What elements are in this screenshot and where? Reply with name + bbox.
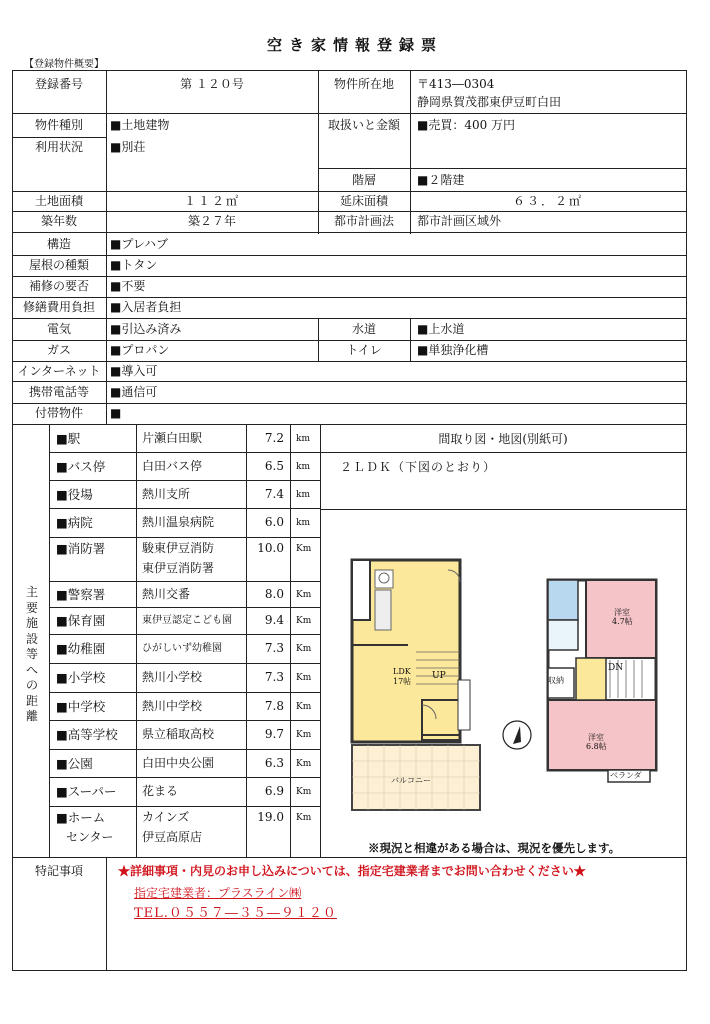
facility-name: 東伊豆認定こども園	[142, 615, 232, 626]
room1-size: 4.7帖	[612, 617, 633, 626]
facility-name: 熱川中学校	[142, 699, 203, 713]
rule	[49, 607, 321, 608]
repair-value: ■不要	[110, 279, 146, 293]
facility-distance: 9.7	[264, 727, 284, 741]
facility-distance: 7.3	[264, 670, 284, 684]
washroom-area	[548, 620, 578, 650]
mobile-label: 携帯電話等	[28, 385, 89, 399]
dn-label: DN	[608, 663, 624, 673]
rule	[246, 424, 247, 857]
facility-unit: Km	[296, 616, 312, 626]
facilities-label: 主要施設等への距離	[25, 585, 38, 723]
facility-distance: 19.0	[257, 810, 284, 824]
rule	[318, 70, 319, 234]
facility-distance: 7.2	[264, 431, 284, 445]
rule	[12, 318, 687, 319]
toilet-icon	[379, 573, 389, 583]
rule	[12, 424, 687, 425]
facility-name-line2: 東伊豆消防署	[142, 561, 215, 575]
landing-area	[576, 658, 606, 700]
location-postal: 〒413―0304	[417, 77, 495, 91]
facility-unit: km	[296, 518, 310, 528]
border-bottom	[12, 970, 687, 971]
facility-name: ひがしいず幼稚園	[142, 643, 222, 654]
facility-distance: 7.3	[264, 641, 284, 655]
reg-value: 第 １２０号	[180, 77, 244, 91]
facility-name: 熱川交番	[142, 587, 191, 601]
stair-area	[352, 560, 370, 620]
floorplan-header: 間取り図・地図(別紙可)	[438, 432, 568, 446]
facility-name: 花まる	[142, 784, 179, 798]
facility-unit: km	[296, 462, 310, 472]
room1-label: 洋室	[614, 608, 630, 617]
rule	[12, 340, 687, 341]
facility-category: ■消防署	[56, 541, 106, 556]
storage-label: 収納	[548, 676, 564, 685]
rule	[290, 424, 291, 857]
facility-distance: 6.5	[264, 459, 284, 473]
rule	[49, 749, 321, 750]
floorplan-note: ※現況と相違がある場合は、現況を優先します。	[368, 841, 621, 855]
kitchen-counter	[375, 590, 391, 630]
special-line2: 指定宅建業者：プラスライン㈱	[134, 886, 302, 900]
usage-value: ■別荘	[110, 140, 146, 154]
facility-unit: km	[296, 490, 310, 500]
type-value: ■土地建物	[110, 118, 170, 132]
roof-label: 屋根の種類	[28, 258, 89, 272]
facility-distance: 7.8	[264, 699, 284, 713]
rule	[320, 452, 686, 453]
rule	[12, 297, 687, 298]
rule	[12, 403, 687, 404]
facility-unit: Km	[296, 544, 312, 554]
rule	[12, 361, 687, 362]
gas-label: ガス	[46, 343, 71, 357]
rule	[106, 70, 107, 424]
veranda-label: ベランダ	[610, 771, 642, 780]
rule	[49, 777, 321, 778]
rule	[12, 137, 106, 138]
rule	[49, 581, 321, 582]
room2-label: 洋室	[588, 733, 604, 742]
gas-value: ■プロパン	[110, 343, 170, 357]
rule	[410, 70, 411, 234]
rule	[12, 113, 687, 114]
rule	[49, 720, 321, 721]
facility-unit: Km	[296, 813, 312, 823]
special-line1: ★詳細事項・内見のお申し込みについては、指定宅建業者までお問い合わせください★	[118, 864, 586, 878]
border-top	[12, 70, 687, 71]
floor-area-label: 延床面積	[339, 194, 388, 208]
type-label: 物件種別	[34, 118, 83, 132]
rule	[49, 452, 321, 453]
rule	[49, 537, 321, 538]
rule	[12, 211, 687, 212]
facility-category: ■小学校	[56, 670, 106, 685]
facility-name: カインズ	[142, 810, 190, 824]
facility-unit: Km	[296, 590, 312, 600]
ldk-size: 17帖	[393, 677, 412, 686]
balcony-label: バルコニー	[391, 776, 431, 785]
facility-name: 白田バス停	[142, 459, 203, 473]
border-right	[686, 70, 687, 971]
floor-area-value: ６３．２㎡	[512, 194, 583, 208]
facility-distance: 6.3	[264, 756, 284, 770]
water-value: ■上水道	[417, 322, 465, 336]
accessories-value: ■	[110, 406, 122, 420]
rule	[49, 480, 321, 481]
age-value: 築２７年	[187, 214, 236, 228]
repair-label: 補修の要否	[28, 279, 89, 293]
facility-distance: 7.4	[264, 487, 284, 501]
facility-unit: km	[296, 434, 310, 444]
facility-distance: 6.9	[264, 784, 284, 798]
facility-distance: 6.0	[264, 515, 284, 529]
facility-unit: Km	[296, 644, 312, 654]
electric-value: ■引込み済み	[110, 322, 182, 336]
ldk-label: LDK	[393, 667, 411, 676]
land-area-value: １１２㎡	[183, 194, 240, 208]
rule	[49, 634, 321, 635]
toilet-label: トイレ	[346, 343, 382, 357]
facility-distance: 9.4	[264, 613, 284, 627]
accessories-label: 付帯物件	[34, 406, 83, 420]
internet-label: インターネット	[17, 364, 101, 378]
rule	[12, 232, 687, 233]
bath-area	[548, 580, 578, 620]
special-label: 特記事項	[34, 864, 83, 878]
facility-category: ■保育園	[56, 613, 106, 628]
reg-label: 登録番号	[34, 77, 83, 91]
price-value: ■売買：400 万円	[417, 118, 516, 132]
facility-category: ■中学校	[56, 699, 106, 714]
room2-size: 6.8帖	[586, 742, 607, 751]
city-plan-label: 都市計画法	[333, 214, 394, 228]
rule	[12, 381, 687, 382]
location-label: 物件所在地	[333, 77, 394, 91]
facility-category: ■スーパー	[56, 784, 117, 799]
facility-name-line2: 伊豆高原店	[142, 830, 203, 844]
facility-category: ■役場	[56, 487, 93, 502]
facility-name: 熱川支所	[142, 487, 191, 501]
facility-unit: Km	[296, 787, 312, 797]
price-label: 取扱いと金額	[327, 118, 400, 132]
facility-category: ■高等学校	[56, 727, 118, 742]
rule	[318, 168, 686, 169]
facility-name: 片瀬白田駅	[142, 431, 203, 445]
rule	[320, 509, 686, 510]
toilet-value: ■単独浄化槽	[417, 343, 489, 357]
rule	[12, 191, 687, 192]
facility-name: 県立稲取高校	[142, 727, 215, 741]
facility-category: ■バス停	[56, 459, 106, 474]
facility-name: 駿東伊豆消防	[142, 541, 215, 555]
location-address: 静岡県賀茂郡東伊豆町白田	[417, 95, 562, 109]
facility-category: ■公園	[56, 756, 93, 771]
structure-label: 構造	[46, 237, 71, 251]
mobile-value: ■通信可	[110, 385, 158, 399]
facility-name: 熱川温泉病院	[142, 515, 215, 529]
floorplan-drawing	[320, 530, 686, 840]
section-label: 【登録物件概要】	[24, 59, 104, 70]
facility-unit: Km	[296, 759, 312, 769]
structure-value: ■プレハブ	[110, 237, 169, 251]
water-label: 水道	[351, 322, 376, 336]
facility-unit: Km	[296, 730, 312, 740]
floors-label: 階層	[351, 173, 376, 187]
facility-category: ■ホーム	[56, 810, 106, 825]
facility-name: 白田中央公園	[142, 756, 215, 770]
age-label: 築年数	[40, 214, 77, 228]
facility-category-line2: センター	[66, 830, 114, 844]
rule	[49, 424, 50, 857]
special-line3: TEL.０５５７―３５―９１２０	[134, 906, 337, 921]
rule	[49, 508, 321, 509]
repair-cost-value: ■入居者負担	[110, 300, 182, 314]
rule	[12, 857, 687, 858]
facility-unit: Km	[296, 702, 312, 712]
electric-label: 電気	[46, 322, 71, 336]
rule	[410, 318, 411, 361]
up-label: UP	[432, 671, 446, 681]
floorplan-layout: ２ＬＤＫ（下図のとおり）	[340, 460, 497, 474]
land-area-label: 土地面積	[34, 194, 83, 208]
page-title: 空き家情報登録票	[266, 36, 443, 54]
facility-category: ■警察署	[56, 587, 106, 602]
rule	[49, 692, 321, 693]
rule	[49, 663, 321, 664]
rule	[12, 276, 687, 277]
rule	[12, 255, 687, 256]
rule	[106, 857, 107, 970]
facility-distance: 8.0	[264, 587, 284, 601]
internet-value: ■導入可	[110, 364, 158, 378]
facility-category: ■病院	[56, 515, 93, 530]
city-plan-value: 都市計画区域外	[417, 214, 502, 228]
facility-unit: Km	[296, 673, 312, 683]
usage-label: 利用状況	[34, 140, 83, 154]
facility-name: 熱川小学校	[142, 670, 203, 684]
facility-distance: 10.0	[257, 541, 284, 555]
rule	[49, 806, 321, 807]
floors-value: ■２階建	[417, 173, 465, 187]
roof-value: ■トタン	[110, 258, 158, 272]
facility-category: ■駅	[56, 431, 81, 446]
facility-category: ■幼稚園	[56, 641, 106, 656]
repair-cost-label: 修繕費用負担	[22, 300, 95, 314]
rule	[136, 424, 137, 857]
